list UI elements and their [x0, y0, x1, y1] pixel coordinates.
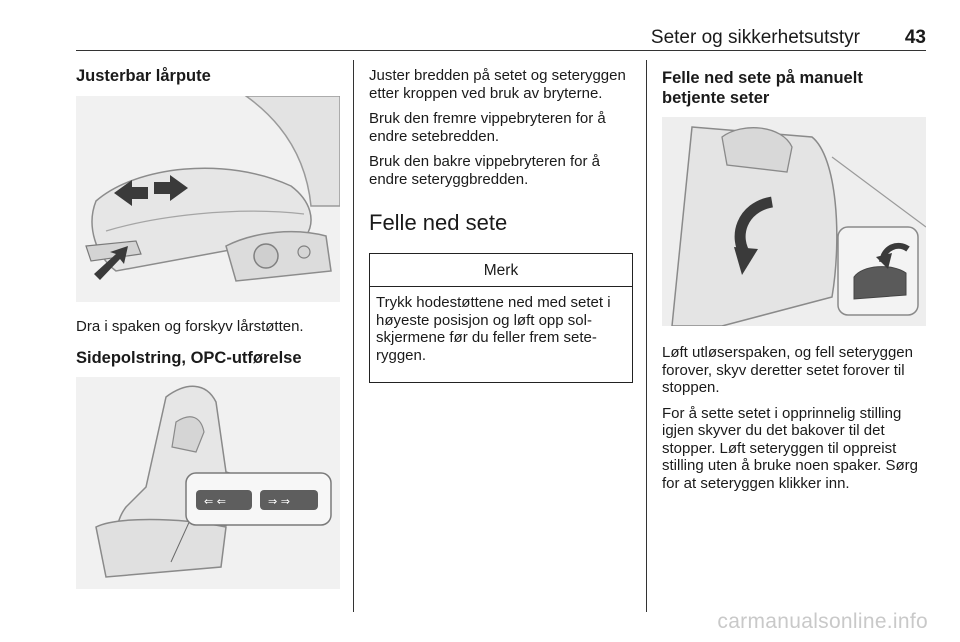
caption-pull-lever: Dra i spaken og forskyv lårstøtten. — [76, 318, 304, 335]
header-rule — [76, 50, 926, 51]
heading-fold-seat: Felle ned sete — [369, 210, 508, 235]
figure-side-bolster — [76, 377, 340, 589]
para-front-switch: Bruk den fremre vippebryteren for å endre setebredden. — [369, 110, 606, 145]
heading-fold-manual-seats: Felle ned sete på manuelt betjente seter — [662, 69, 863, 107]
column-2-text — [369, 67, 633, 236]
watermark: carmanualsonline.info — [717, 610, 928, 633]
running-title: Seter og sikkerhetsutstyr — [650, 27, 860, 48]
seat-cushion-illustration — [76, 96, 340, 302]
column-3-text — [662, 344, 928, 492]
page-number: 43 — [904, 27, 926, 48]
column-1 — [76, 60, 340, 86]
para-release-fold: Løft utløserspaken, og fell seteryggen forover, skyv deretter setet forover til stoppen. — [662, 344, 913, 396]
para-rear-switch: Bruk den bakre vippebryteren for å endre seteryggbredden. — [369, 153, 600, 188]
note-title: Merk — [370, 254, 632, 287]
page-header — [76, 24, 926, 50]
figure-thigh-support — [76, 96, 340, 302]
svg-text:⇒ ⇒: ⇒ ⇒ — [268, 495, 290, 508]
figure-fold-seat — [662, 117, 926, 326]
para-adjust-width: Juster bredden på setet og seteryggen etter kroppen ved bruk av bryterne. — [369, 67, 626, 102]
release-lever — [854, 267, 906, 299]
heading-thigh-support: Justerbar lårpute — [76, 67, 211, 85]
svg-text:⇐ ⇐: ⇐ ⇐ — [204, 495, 226, 508]
column-divider-2 — [646, 60, 647, 612]
heading-side-bolster: Sidepolstring, OPC-utførelse — [76, 349, 302, 367]
para-restore-position: For å sette setet i opprinnelig stilling igjen skyver du det bakover til det stopper. Løft seteryggen til oppreist stilling uten å bruke noen spaker. Sørg for at seteryggen klikker inn. — [662, 404, 918, 492]
fold-seat-illustration — [662, 117, 926, 326]
column-divider-1 — [353, 60, 354, 612]
sport-seat-illustration — [76, 377, 340, 589]
note-box — [369, 253, 633, 383]
note-body: Trykk hodestøttene ned med setet i høyeste posisjon og løft opp solskjermene før du feller frem seteryggen. — [376, 294, 611, 364]
